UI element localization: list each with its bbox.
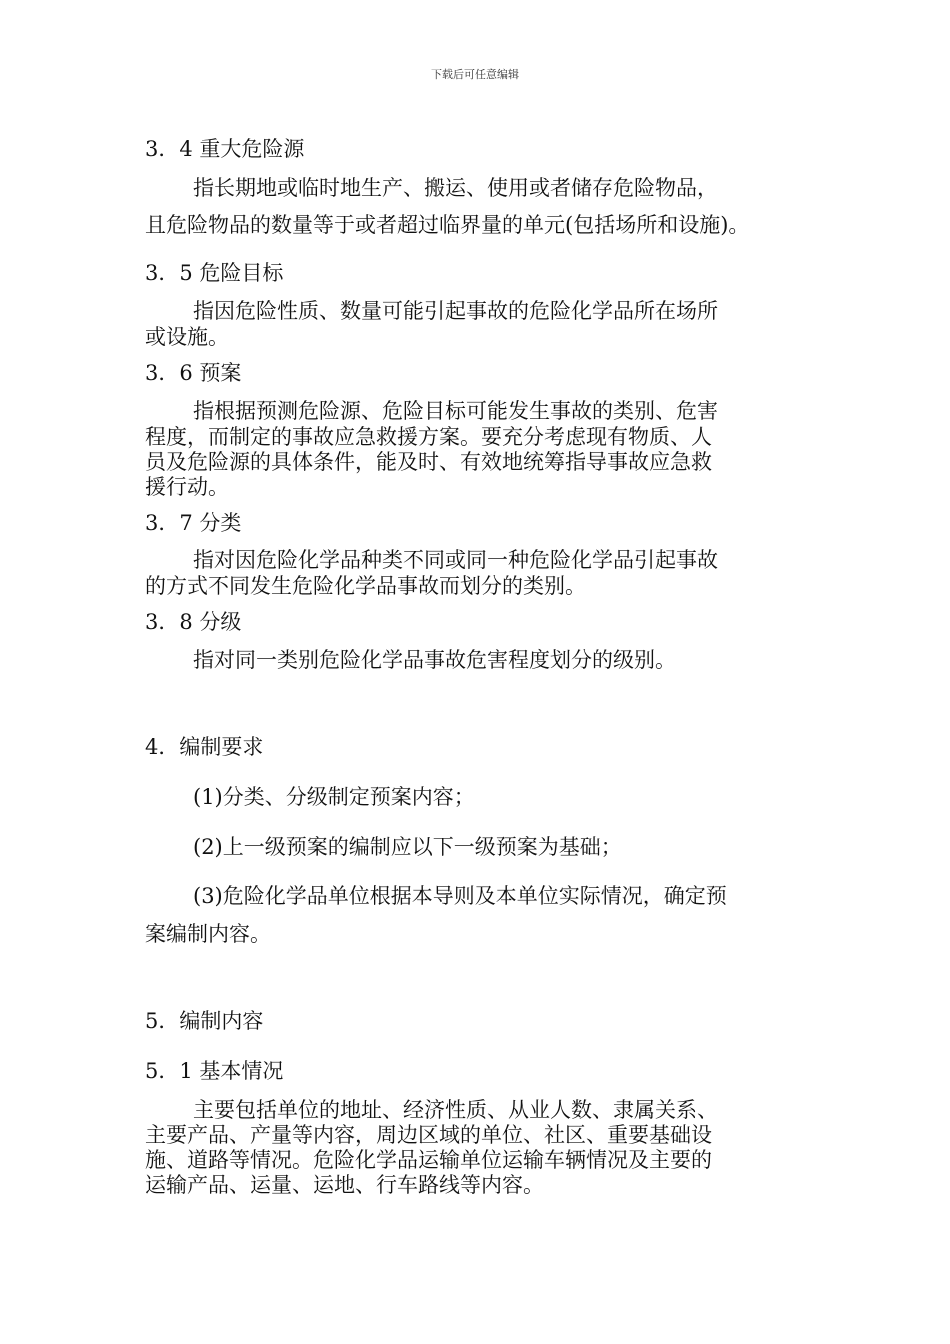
paragraph-line: 主要包括单位的地址、经济性质、从业人数、隶属关系、: [193, 1098, 718, 1122]
paragraph-line: 施、道路等情况。危险化学品运输单位运输车辆情况及主要的: [145, 1148, 712, 1172]
heading-3-7: 3．7 分类: [145, 511, 242, 535]
heading-5-1: 5．1 基本情况: [145, 1059, 284, 1083]
list-item: (2)上一级预案的编制应以下一级预案为基础；: [193, 835, 622, 859]
paragraph-line: 指对同一类别危险化学品事故危害程度划分的级别。: [193, 648, 676, 672]
heading-5: 5．编制内容: [145, 1009, 264, 1033]
paragraph-line: 或设施。: [145, 325, 229, 349]
heading-3-8: 3．8 分级: [145, 610, 242, 634]
paragraph-line: 指根据预测危险源、危险目标可能发生事故的类别、危害: [193, 399, 718, 423]
heading-4: 4．编制要求: [145, 735, 264, 759]
list-item-continuation: 案编制内容。: [145, 922, 271, 946]
paragraph-line: 指因危险性质、数量可能引起事故的危险化学品所在场所: [193, 299, 718, 323]
paragraph-line: 指对因危险化学品种类不同或同一种危险化学品引起事故: [193, 548, 718, 572]
list-item: (1)分类、分级制定预案内容；: [193, 785, 475, 809]
paragraph-line: 程度，而制定的事故应急救援方案。要充分考虑现有物质、人: [145, 425, 712, 449]
paragraph-line: 的方式不同发生危险化学品事故而划分的类别。: [145, 574, 586, 598]
paragraph-line: 指长期地或临时地生产、搬运、使用或者储存危险物品，: [193, 176, 718, 200]
heading-3-5: 3．5 危险目标: [145, 261, 284, 285]
header-note: 下载后可任意编辑: [431, 68, 519, 81]
paragraph-line: 援行动。: [145, 475, 229, 499]
paragraph-line: 主要产品、产量等内容，周边区域的单位、社区、重要基础设: [145, 1123, 712, 1147]
list-item: (3)危险化学品单位根据本导则及本单位实际情况，确定预: [193, 884, 727, 908]
paragraph-line: 员及危险源的具体条件，能及时、有效地统筹指导事故应急救: [145, 450, 712, 474]
paragraph-line: 且危险物品的数量等于或者超过临界量的单元(包括场所和设施)。: [145, 213, 750, 237]
paragraph-line: 运输产品、运量、运地、行车路线等内容。: [145, 1173, 544, 1197]
heading-3-4: 3．4 重大危险源: [145, 137, 305, 161]
heading-3-6: 3．6 预案: [145, 361, 242, 385]
